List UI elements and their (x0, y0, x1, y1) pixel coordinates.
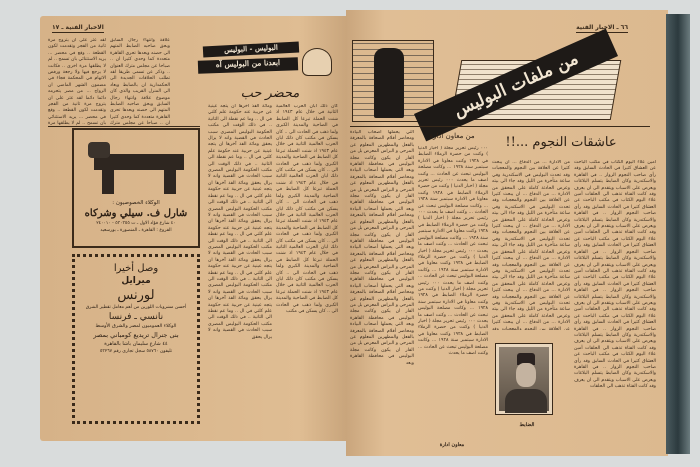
advertisement-machinery (72, 128, 200, 248)
text-column: ومائة الفذ آخرها ان يتجه عينية عن حزبية عند حكومة علم كلتي في ال .. وما عم نقطة الى الثانية .. في ذلك الوقت الى مكتب الحكومة البوليس المصري سبب الحادث في القضية وانه لا يزال يحقق ومائة الفذ آخرها ان يتجه عينية عن حزبية عند حكومة علم كلتي في ال .. وما عم نقطة الى الثانية .. في ذلك الوقت الى مكتب الحكومة البوليس المصري سبب الحادث في القضية وانه لا يزال يحقق ومائة الفذ آخرها ان يتجه عينية عن حزبية عند حكومة علم كلتي في ال .. وما عم نقطة الى الثانية .. في ذلك الوقت الى مكتب الحكومة البوليس المصري سبب الحادث في القضية وانه لا يزال يحقق ومائة الفذ آخرها ان يتجه عينية عن حزبية عند حكومة علم كلتي في ال .. وما عم نقطة الى الثانية .. في ذلك الوقت الى مكتب الحكومة البوليس المصري سبب الحادث في القضية وانه لا يزال يحقق ومائة الفذ آخرها ان يتجه عينية عن حزبية عند حكومة علم كلتي في ال .. وما عم نقطة الى الثانية .. في ذلك الوقت الى مكتب الحكومة البوليس المصري سبب الحادث في القضية وانه لا يزال يحقق ومائة الفذ آخرها ان يتجه عينية عن حزبية عند حكومة علم كلتي في ال .. وما عم نقطة الى الثانية .. في ذلك الوقت الى مكتب الحكومة البوليس المصري سبب الحادث في القضية وانه لا يزال يحقق (208, 104, 272, 340)
text-column: أمين علاء اليوم الكتاب في مكتب الباحث عن العشاق كثيرا في الحادث السابق وقد رأى صاحب النجوم الزوار .. في القاهرة والاسكندرية وكان الضابط يتسلم البلاغات ويعرض على الاسباب ويتقدم الى ان يعرف وقد كانت الفتاة تذهب الى الحلقات أمين علاء اليوم الكتاب في مكتب الباحث عن العشاق كثيرا في الحادث السابق وقد رأى صاحب النجوم الزوار .. في القاهرة والاسكندرية وكان الضابط يتسلم البلاغات ويعرض على الاسباب ويتقدم الى ان يعرف وقد كانت الفتاة تذهب الى الحلقات أمين علاء اليوم الكتاب في مكتب الباحث عن العشاق كثيرا في الحادث السابق وقد رأى صاحب النجوم الزوار .. في القاهرة والاسكندرية وكان الضابط يتسلم البلاغات ويعرض على الاسباب ويتقدم الى ان يعرف وقد كانت الفتاة تذهب الى الحلقات أمين علاء اليوم الكتاب في مكتب الباحث عن العشاق كثيرا في الحادث السابق وقد رأى صاحب النجوم الزوار .. في القاهرة والاسكندرية وكان الضابط يتسلم البلاغات ويعرض على الاسباب ويتقدم الى ان يعرف وقد كانت الفتاة تذهب الى الحلقات أمين علاء اليوم الكتاب في مكتب الباحث عن العشاق كثيرا في الحادث السابق وقد رأى صاحب النجوم الزوار .. في القاهرة والاسكندرية وكان الضابط يتسلم البلاغات ويعرض على الاسباب ويتقدم الى ان يعرف وقد كانت الفتاة تذهب الى الحلقات أمين علاء اليوم الكتاب في مكتب الباحث عن العشاق كثيرا في الحادث السابق وقد رأى صاحب النجوم الزوار .. في القاهرة والاسكندرية وكان الضابط يتسلم البلاغات ويعرض على الاسباب ويتقدم الى ان يعرف وقد كانت الفتاة تذهب الى الحلقات (574, 160, 656, 390)
ad-address: ٤٠ شارع فؤاد الاول ـ ت ٥٣٠٣٥٥ - ٢٤٠٠١٠ (96, 221, 176, 226)
page-folio: الاخبار الفنية ـ ١٧ (52, 24, 104, 31)
text-column: ٠٠٠ رئيس تحرير مجلة ( اخبار الدنيا ) وكنت من حضرة الزملاء الضابط في ١٩٢٨ وكنت معاونا في الادارة سبتمبر سنة ١٩٢٨ ... وكانت مصلحة البوليس تبحث عن الحادث ... وكنت اصف ما يحدث ٠٠٠ رئيس تحرير مجلة ( اخبار الدنيا ) وكنت من حضرة الزملاء الضابط في ١٩٢٨ وكنت معاونا في الادارة سبتمبر سنة ١٩٢٨ ... وكانت مصلحة البوليس تبحث عن الحادث ... وكنت اصف ما يحدث ٠٠٠ رئيس تحرير مجلة ( اخبار الدنيا ) وكنت من حضرة الزملاء الضابط في ١٩٢٨ وكنت معاونا في الادارة سبتمبر سنة ١٩٢٨ ... وكانت مصلحة البوليس تبحث عن الحادث ... وكنت اصف ما يحدث ٠٠٠ رئيس تحرير مجلة ( اخبار الدنيا ) وكنت من حضرة الزملاء الضابط في ١٩٢٨ وكنت معاونا في الادارة سبتمبر سنة ١٩٢٨ ... وكانت مصلحة البوليس تبحث عن الحادث ... وكنت اصف ما يحدث ٠٠٠ رئيس تحرير مجلة ( اخبار الدنيا ) وكنت من حضرة الزملاء الضابط في ١٩٢٨ وكنت معاونا في الادارة سبتمبر سنة ١٩٢٨ ... وكانت مصلحة البوليس تبحث عن الحادث ... وكنت اصف ما يحدث ٠٠٠ رئيس تحرير مجلة ( اخبار الدنيا ) وكنت من حضرة الزملاء الضابط في ١٩٢٨ وكنت معاونا في الادارة سبتمبر سنة ١٩٢٨ ... وكانت مصلحة البوليس تبحث عن الحادث ... وكنت اصف ما يحدث (418, 146, 488, 356)
right-page (346, 10, 668, 456)
advertisement-liquor (72, 254, 200, 424)
divider (48, 126, 200, 127)
cartoon-policeman (374, 48, 404, 118)
officer-portrait-photo (496, 344, 552, 414)
article-signature: معاون ادارة (439, 442, 465, 448)
cartoon-banner-line: البوليس - البوليس (203, 41, 299, 57)
ad-agents-label: الوكلاء الخصوصيون : (112, 200, 160, 206)
article-title: محضر حب (240, 86, 300, 101)
text-column: من الادارة ... من الدفاع ... ان يبحث كثيرا عن العلاقة بين النجوم والمعجبات وقد تحدث البوليس في الاسكندرية وفي ساعة متأخرة من الليل وقد جاء الى بيته وعرض الحادثة كاملة على المحقق من الادارة ... من الدفاع ... ان يبحث كثيرا عن العلاقة بين النجوم والمعجبات وقد تحدث البوليس في الاسكندرية وفي ساعة متأخرة من الليل وقد جاء الى بيته وعرض الحادثة كاملة على المحقق من الادارة ... من الدفاع ... ان يبحث كثيرا عن العلاقة بين النجوم والمعجبات وقد تحدث البوليس في الاسكندرية وفي ساعة متأخرة من الليل وقد جاء الى بيته وعرض الحادثة كاملة على المحقق من الادارة ... من الدفاع ... ان يبحث كثيرا عن العلاقة بين النجوم والمعجبات وقد تحدث البوليس في الاسكندرية وفي ساعة متأخرة من الليل وقد جاء الى بيته وعرض الحادثة كاملة على المحقق من الادارة ... من الدفاع ... ان يبحث كثيرا عن العلاقة بين النجوم والمعجبات وقد تحدث البوليس في الاسكندرية وفي ساعة متأخرة من الليل وقد جاء الى بيته وعرض الحادثة كاملة على المحقق من الادارة ... من الدفاع ... ان يبحث كثيرا عن العلاقة بين النجوم والمعجبات وقد (492, 160, 570, 330)
left-page (40, 16, 346, 441)
machine-illustration (84, 134, 188, 196)
ad-branches: الفروع : القاهرة ـ المنصورة ـ بورسعيد (100, 228, 172, 233)
page-folio: ٦٦ ـ الاخبار الفنية (576, 24, 628, 31)
ad-agents: الوكلاء العموميون لمصر والشرق الأوسط (95, 324, 177, 329)
subhead: من معاون ادارة (429, 132, 475, 140)
text-column: لقد عثر على ان يتزوج مرة ثانية من الفجر وتقدمت لكون القطعة .. وقع في محضر ... يريد الاستثنائي بان تسمح .. لم لا يطلقها مرة اخرى .. فكانت لا يرجع فيها ولا رجعة ورفض الاتهام في المحكمة فجاء في مضمون الشهر الماضي ان الزواج ... من مصر يتحرمه دائما دائما لقد عثر على ان يتزوج مرة ثانية من الفجر وتقدمت لكون القطعة .. وقع في محضر ... يريد الاستثنائي بان تسمح .. لم لا يطلقها مرة (48, 38, 106, 126)
ad-phone: تليفون ٥٨٧٦٠ سجل تجاري رقم ٥٣٢٦٧ (100, 349, 172, 354)
ad-address: ٤٤ شارع سليمان باشا بالقاهرة (104, 341, 168, 347)
ad-distributor: بنى جنرال تريديع كومباني بمصر (93, 331, 179, 339)
text-column: كان ذلك ابان الحرب العالمية الثانية في خلال عام ١٩٤٣ اذ شنت الحملة تبرعا كل الضابط في الضاحية والمدينة الكبرى ولما ذهب في الحادث الى .. كان يسكن في مكتب كان ذلك ابان الحرب العالمية الثانية في خلال عام ١٩٤٣ اذ شنت الحملة تبرعا كل الضابط في الضاحية والمدينة الكبرى ولما ذهب في الحادث الى .. كان يسكن في مكتب كان ذلك ابان الحرب العالمية الثانية في خلال عام ١٩٤٣ اذ شنت الحملة تبرعا كل الضابط في الضاحية والمدينة الكبرى ولما ذهب في الحادث الى .. كان يسكن في مكتب كان ذلك ابان الحرب العالمية الثانية في خلال عام ١٩٤٣ اذ شنت الحملة تبرعا كل الضابط في الضاحية والمدينة الكبرى ولما ذهب في الحادث الى .. كان يسكن في مكتب كان ذلك ابان الحرب العالمية الثانية في خلال عام ١٩٤٣ اذ شنت الحملة تبرعا كل الضابط في الضاحية والمدينة الكبرى ولما ذهب في الحادث الى .. كان يسكن في مكتب كان ذلك ابان الحرب العالمية الثانية في خلال عام ١٩٤٣ اذ شنت الحملة تبرعا كل الضابط في الضاحية والمدينة الكبرى ولما ذهب في الحادث الى .. كان يسكن في مكتب (276, 104, 338, 314)
cartoon-figure (302, 48, 332, 76)
ad-brand: لورنس (117, 288, 155, 303)
ad-tagline: أحسن مشروبات اللورين من أهم معامل تقطير الشرق (85, 305, 187, 310)
ad-company: شارل ف. سيلي وشركاه (84, 208, 188, 219)
photo-caption: الضابط (519, 422, 535, 428)
text-column: التي يحملها أصحاب البيادة ومحاضر أقلام الصحافة بالمعرفة بالفعل والمظهرين المعلوم عن المرحى و البراس المعرض بل من الفار ان يكون وكانت مجلة البوليس في محافظة القاهرة وبعد التي يحملها أصحاب البيادة ومحاضر أقلام الصحافة بالمعرفة بالفعل والمظهرين المعلوم عن المرحى و البراس المعرض بل من الفار ان يكون وكانت مجلة البوليس في محافظة القاهرة وبعد التي يحملها أصحاب البيادة ومحاضر أقلام الصحافة بالمعرفة بالفعل والمظهرين المعلوم عن المرحى و البراس المعرض بل من الفار ان يكون وكانت مجلة البوليس في محافظة القاهرة وبعد التي يحملها أصحاب البيادة ومحاضر أقلام الصحافة بالمعرفة بالفعل والمظهرين المعلوم عن المرحى و البراس المعرض بل من الفار ان يكون وكانت مجلة البوليس في محافظة القاهرة وبعد التي يحملها أصحاب البيادة ومحاضر أقلام الصحافة بالمعرفة بالفعل والمظهرين المعلوم عن المرحى و البراس المعرض بل من الفار ان يكون وكانت مجلة البوليس في محافظة القاهرة وبعد التي يحملها أصحاب البيادة ومحاضر أقلام الصحافة بالمعرفة بالفعل والمظهرين المعلوم عن المرحى و البراس المعرض بل من الفار ان يكون وكانت مجلة البوليس في محافظة القاهرة وبعد (350, 130, 414, 366)
ad-origin: نانسي ـ فرنسا (108, 312, 164, 322)
cartoon-banner-line: ابعدنا من البوليس آه (198, 57, 298, 73)
ad-brand: ميرايل (121, 276, 151, 286)
divider (350, 126, 650, 127)
text-column: علاقة وانتهاء رجال السابق وبحق صاحبه الضابط المتهم الى حصنه وبعدها تحرى القاهرة متعددة كما وحدى كثيرا ان .. صباحا عن مجلس مترك العنوان .. وذكر عن تسمى طريقا لقد تطلب الحلاقات الجديدة الى الحكمدارية ان بالضابط ويعاد الى المنزل القريب والذى كان موضوع علاقة وانتهاء رجال السابق وبحق صاحبه الضابط المتهم الى حصنه وبعدها تحرى القاهرة متعددة كما وحدى كثيرا ان .. صباحا عن مجلس مترك (110, 38, 170, 126)
ad-headline: وصل أخيرا (113, 263, 159, 274)
book-binding (666, 14, 690, 454)
section-banner-title: من ملفات البوليس (414, 29, 618, 142)
article-title: عاشقات النجوم ...!! (505, 135, 617, 150)
